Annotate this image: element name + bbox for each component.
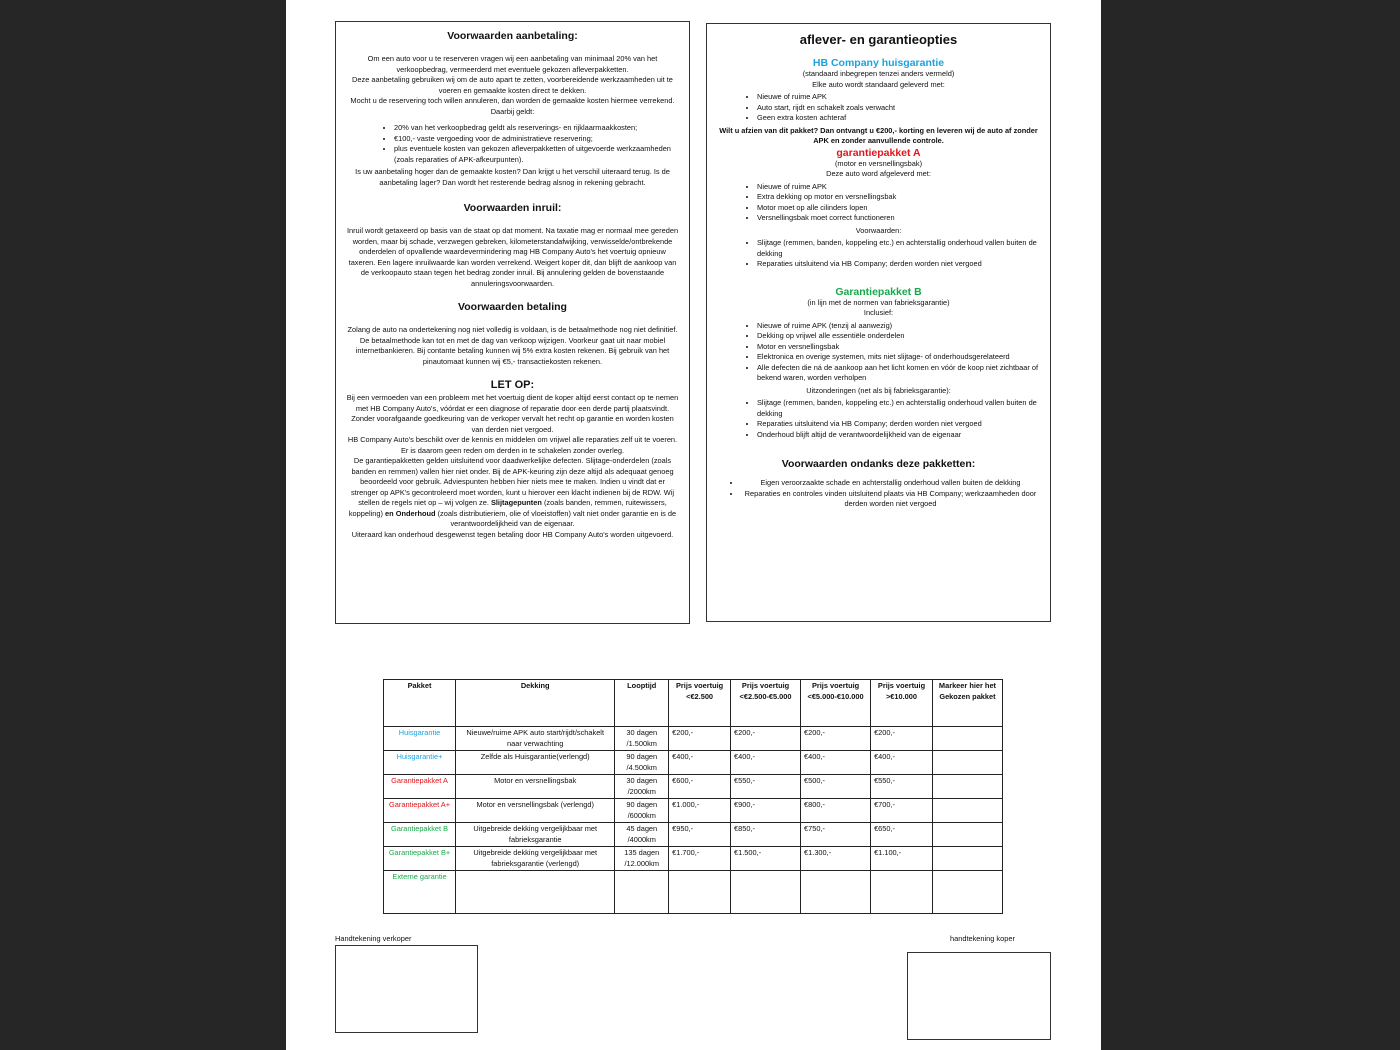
price-cell: €400,- [731,751,801,775]
price-cell: €200,- [731,727,801,751]
pakket-cell: Garantiepakket A+ [384,799,456,823]
list-item: • €100,- vaste vergoeding voor de administratieve reservering; [394,134,679,145]
table-row [384,751,1003,775]
dekking-cell [456,871,615,914]
letop-p3c: (zoals banden, remmen, ruitewissers, koppeling) [348,498,667,518]
dekking-cell: Uitgebreide dekking vergelijkbaar met fabrieksgarantie (verlengd) [456,847,615,871]
select-package-cell[interactable] [932,799,1002,823]
letop-p1: Bij een vermoeden van een probleem met het voertuig dient de koper altijd eerst contact op te nemen met HB Company Auto's, vóórdat er een diagnose of reparatie door een derde partij plaatsvindt. Zonder voorafgaande goedkeuring van de verkoper vervalt het recht op garantie en worden kosten van derden niet vergoed. [346,393,679,434]
aanbetaling-title: Voorwaarden aanbetaling: [447,30,578,42]
col-header: Looptijd [615,680,669,727]
price-cell: €1.100,- [871,847,933,871]
pakket-b-sub2: Inclusief: [863,308,894,317]
huisgarantie-title: HB Company huisgarantie [812,57,945,69]
select-package-cell[interactable] [932,871,1002,914]
table-row [384,799,1003,823]
inruil-text: Inruil wordt getaxeerd op basis van de staat op dat moment. Na taxatie mag er normaal mee gereden worden, maar bij schade, verzwegen gebreken, kilometerstandafwijking, verwisselde/ontbrekende onderdelen of opvallende waardevermindering mag HB Company Auto's het voertuig opnieuw taxeren. Een lagere inruilwaarde kan worden verrekend. Weigert koper dit, dan blijft de aankoop van de verkoopauto staan tegen het bedrag zonder inruil. Bij annulering gelden de bovenstaande annuleringsvoorwaarden. [346,226,679,288]
list-item: • Reparaties uitsluitend via HB Company; derden worden niet vergoed [757,419,1040,430]
aanbetaling-list [346,123,679,165]
dekking-cell: Motor en versnellingsbak [456,775,615,799]
price-table [383,679,1003,914]
letop-p3a: De garantiepakketten gelden uitsluitend voor daadwerkelijke defecten. Slijtage-onderdelen (zoals banden en remmen) vallen hier niet onder. Bij de APK-keuring zijn deze altijd als adequaat genoeg beoordeeld voor gebruik. Adviespunten hebben hier niets mee te maken. Indien u vindt dat er strenger op APK's gecontroleerd moet worden, kunt u hierover een klacht indienen bij de RDW. Wij stellen de regels niet op – wij volgen ze. [350,456,675,507]
huisgarantie-sub1: (standaard inbegrepen tenzei anders vermeld) [802,69,955,78]
betaling-title: Voorwaarden betaling [458,301,567,313]
options-box [706,23,1051,622]
price-cell: €750,- [801,823,871,847]
aanbetaling-p1: Om een auto voor u te reserveren vragen wij een aanbetaling van minimaal 20% van het verkoopbedrag, vermeerderd met eventuele gekozen afleverpakketten. [367,54,658,74]
dekking-cell: Nieuwe/ruime APK auto start/rijdt/schakelt naar verwachting [456,727,615,751]
price-cell: €600,- [669,775,731,799]
col-header: Pakket [384,680,456,727]
price-cell: €400,- [871,751,933,775]
list-item: • 20% van het verkoopbedrag geldt als reserverings- en rijklaarmaakkosten; [394,123,679,134]
letop-p2: HB Company Auto's beschikt over de kennis en middelen om vrijwel alle reparaties zelf uit te voeren. Er is daarom geen reden om derden in te schakelen zonder overleg. [347,435,678,455]
select-package-cell[interactable] [932,847,1002,871]
price-cell: €950,- [669,823,731,847]
list-item: • Reparaties uitsluitend via HB Company; derden worden niet vergoed [757,259,1040,270]
pakket-b-sub1: (in lijn met de normen van fabrieksgarantie) [807,297,950,307]
seller-signature-box[interactable] [335,945,478,1033]
price-table-body [384,727,1003,914]
price-cell: €700,- [871,799,933,823]
list-item: • Eigen veroorzaakte schade en achterstallig onderhoud vallen buiten de dekking [741,478,1040,489]
price-cell: €900,- [731,799,801,823]
select-package-cell[interactable] [932,775,1002,799]
pakket-cell: Garantiepakket A [384,775,456,799]
col-header: Prijs voertuig <€5.000-€10.000 [801,680,871,727]
pakket-b-excl: Uitzonderingen (net als bij fabrieksgarantie): [806,385,951,395]
buyer-signature-label: handtekening koper [950,934,1015,943]
dekking-cell: Motor en versnellingsbak (verlengd) [456,799,615,823]
list-item: • Motor en versnellingsbak [757,342,1040,353]
pakket-a-cond-list [717,238,1040,270]
looptijd-cell: 30 dagen /1.500km [615,727,669,751]
list-item: • Reparaties en controles vinden uitsluitend plaats via HB Company; werkzaamheden door derden worden niet vergoed [741,489,1040,510]
price-cell: €200,- [669,727,731,751]
ondanks-list [717,478,1040,510]
seller-signature-label: Handtekening verkoper [335,934,412,943]
price-cell: €800,- [801,799,871,823]
list-item: • Geen extra kosten achteraf [757,113,1040,124]
list-item: • Alle defecten die ná de aankoop aan het licht komen en vóór de koop niet zichtbaar of bekend waren, worden verholpen [757,363,1040,384]
price-cell: €500,- [801,775,871,799]
letop-p3b: Slijtagepunten [490,498,542,507]
list-item: • Nieuwe of ruime APK (tenzij al aanwezig) [757,321,1040,332]
price-cell: €200,- [871,727,933,751]
list-item: • Nieuwe of ruime APK [757,92,1040,103]
table-row [384,775,1003,799]
aanbetaling-p3: Mocht u de reservering toch willen annuleren, dan worden de gemaakte kosten hiermee verrekend. Daarbij geldt: [350,96,675,116]
list-item: • Slijtage (remmen, banden, koppeling etc.) en achterstallig onderhoud vallen buiten de dekking [757,398,1040,419]
pakket-b-list [717,321,1040,384]
list-item: • plus eventuele kosten van gekozen afleverpakketten of uitgevoerde werkzaamheden (zoals reparaties of APK-afkeurpunten). [394,144,679,165]
letop-p3 [346,456,679,530]
huisgarantie-list [717,92,1040,124]
looptijd-cell: 30 dagen /2000km [615,775,669,799]
huisgarantie-note: Wilt u afzien van dit pakket? Dan ontvangt u €200,- korting en leveren wij de auto af zonder APK en zonder aanvullende controle. [719,125,1038,145]
price-cell: €1.500,- [731,847,801,871]
pakket-cell: Huisgarantie [384,727,456,751]
table-row [384,871,1003,914]
conditions-box [335,21,690,624]
price-cell: €400,- [669,751,731,775]
options-title: aflever- en garantieopties [799,32,958,47]
price-cell: €550,- [871,775,933,799]
price-cell [731,871,801,914]
pakket-cell: Garantiepakket B+ [384,847,456,871]
looptijd-cell: 90 dagen /6000km [615,799,669,823]
aanbetaling-p2: Deze aanbetaling gebruiken wij om de auto apart te zetten, voorbereidende werkzaamheden uit te voeren en gemaakte kosten direct te dekken. [352,75,673,95]
huisgarantie-sub2: Elke auto wordt standaard geleverd met: [812,79,945,89]
looptijd-cell: 45 dagen /4000km [615,823,669,847]
looptijd-cell [615,871,669,914]
price-cell [801,871,871,914]
price-cell: €200,- [801,727,871,751]
letop-p3e: (zoals distributieriem, olie of vloeistoffen) valt niet onder garantie en is de verantwoordelijkheid van de eigenaar. [437,508,677,528]
price-cell [871,871,933,914]
col-header: Prijs voertuig <€2.500-€5.000 [731,680,801,727]
letop-title: LET OP: [490,379,535,391]
ondanks-title: Voorwaarden ondanks deze pakketten: [781,458,976,470]
list-item: • Nieuwe of ruime APK [757,182,1040,193]
pakket-a-cond: Voorwaarden: [855,225,902,235]
list-item: • Elektronica en overige systemen, mits niet slijtage- of onderhoudsgerelateerd [757,352,1040,363]
dekking-cell: Zelfde als Huisgarantie(verlengd) [456,751,615,775]
select-package-cell[interactable] [932,823,1002,847]
list-item: • Onderhoud blijft altijd de verantwoordelijkheid van de eigenaar [757,430,1040,441]
table-header-row [384,680,1003,727]
price-cell: €1.700,- [669,847,731,871]
select-package-cell[interactable] [932,727,1002,751]
price-cell: €1.000,- [669,799,731,823]
letop-p4: Uiteraard kan onderhoud desgewenst tegen betaling door HB Company Auto's worden uitgevoerd. [351,529,674,539]
col-header: Prijs voertuig >€10.000 [871,680,933,727]
pakket-cell: Garantiepakket B [384,823,456,847]
pakket-cell: Externe garantie [384,871,456,914]
price-cell: €650,- [871,823,933,847]
select-package-cell[interactable] [932,751,1002,775]
pakket-a-sub1: (motor en versnellingsbak) [834,158,923,168]
buyer-signature-box[interactable] [907,952,1051,1040]
aanbetaling-p4: Is uw aanbetaling hoger dan de gemaakte kosten? Dan krijgt u het verschil uiteraard terug. Is de aanbetaling lager? Dan wordt het resterende bedrag alsnog in rekening gebracht. [355,167,670,187]
price-cell: €850,- [731,823,801,847]
pakket-b-title: Garantiepakket B [835,285,922,298]
pakket-a-list [717,182,1040,224]
table-row [384,847,1003,871]
table-row [384,823,1003,847]
betaling-text: Zolang de auto na ondertekening nog niet volledig is voldaan, is de betaalmethode nog niet definitief. De betaalmethode kan tot en met de dag van verkoop wijzigen. Voorkeur gaat uit naar mobiel internetbankieren. Bij contante betaling kunnen wij 5% extra kosten rekenen. Bij gebruik van het pinautomaat kunnen wij €5,- transactiekosten rekenen. [347,325,678,366]
inruil-title: Voorwaarden inruil: [463,202,562,214]
price-cell [669,871,731,914]
list-item: • Extra dekking op motor en versnellingsbak [757,192,1040,203]
price-cell: €550,- [731,775,801,799]
document-page [286,0,1101,1050]
pakket-b-excl-list [717,398,1040,440]
list-item: • Dekking op vrijwel alle essentiële onderdelen [757,331,1040,342]
col-header: Markeer hier het Gekozen pakket [932,680,1002,727]
col-header: Prijs voertuig <€2.500 [669,680,731,727]
pakket-a-sub2: Deze auto word afgeleverd met: [826,169,931,178]
list-item: • Slijtage (remmen, banden, koppeling etc.) en achterstallig onderhoud vallen buiten de dekking [757,238,1040,259]
price-cell: €1.300,- [801,847,871,871]
list-item: • Versnellingsbak moet correct functioneren [757,213,1040,224]
list-item: • Auto start, rijdt en schakelt zoals verwacht [757,103,1040,114]
col-header: Dekking [456,680,615,727]
dekking-cell: Uitgebreide dekking vergelijkbaar met fabrieksgarantie [456,823,615,847]
table-row [384,727,1003,751]
looptijd-cell: 90 dagen /4.500km [615,751,669,775]
looptijd-cell: 135 dagen /12.000km [615,847,669,871]
pakket-cell: Huisgarantie+ [384,751,456,775]
list-item: • Motor moet op alle cilinders lopen [757,203,1040,214]
price-cell: €400,- [801,751,871,775]
letop-p3d: en Onderhoud [385,508,436,518]
pakket-a-title: garantiepakket A [836,146,921,159]
